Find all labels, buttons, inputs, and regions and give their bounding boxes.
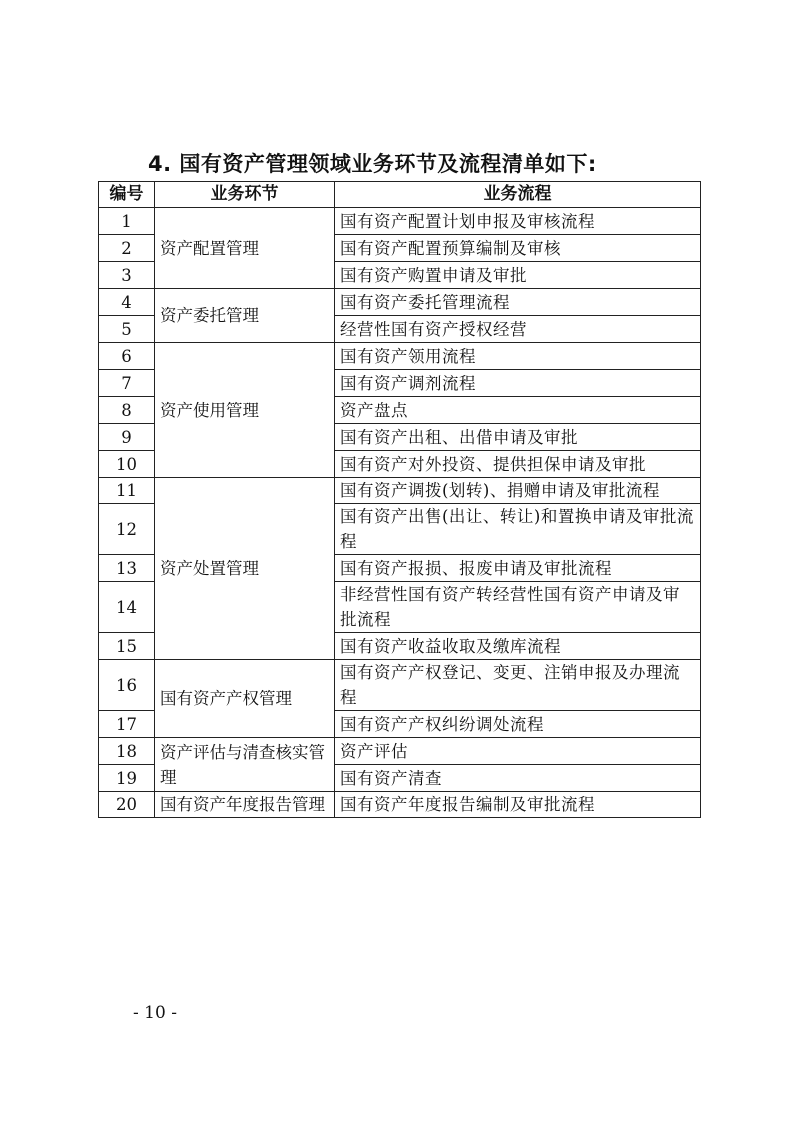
stage-cell: 国有资产年度报告管理 [155, 792, 335, 818]
page-number: - 10 - [133, 1003, 177, 1023]
flow-cell: 国有资产调剂流程 [335, 370, 701, 397]
row-number: 2 [99, 235, 155, 262]
row-number: 17 [99, 711, 155, 738]
stage-cell: 资产使用管理 [155, 343, 335, 478]
table-row [99, 792, 701, 818]
row-number: 10 [99, 451, 155, 478]
header-flow: 业务流程 [335, 182, 701, 208]
stage-cell: 资产评估与清查核实管理 [155, 738, 335, 792]
row-number: 13 [99, 555, 155, 582]
row-number: 9 [99, 424, 155, 451]
flow-cell: 国有资产出售(出让、转让)和置换申请及审批流程 [335, 504, 701, 555]
row-number: 15 [99, 633, 155, 660]
flow-cell: 国有资产配置预算编制及审核 [335, 235, 701, 262]
table-row [99, 660, 701, 711]
row-number: 19 [99, 765, 155, 792]
table-header-row [99, 182, 701, 208]
flow-cell: 国有资产年度报告编制及审批流程 [335, 792, 701, 818]
row-number: 4 [99, 289, 155, 316]
flow-cell: 资产盘点 [335, 397, 701, 424]
section-heading: 4. 国有资产管理领域业务环节及流程清单如下: [148, 152, 597, 176]
row-number: 11 [99, 478, 155, 504]
table-row [99, 208, 701, 235]
flow-cell: 国有资产配置计划申报及审核流程 [335, 208, 701, 235]
stage-cell: 国有资产产权管理 [155, 660, 335, 738]
row-number: 8 [99, 397, 155, 424]
flow-cell: 资产评估 [335, 738, 701, 765]
row-number: 12 [99, 504, 155, 555]
table-row [99, 343, 701, 370]
table-row [99, 738, 701, 765]
row-number: 1 [99, 208, 155, 235]
row-number: 6 [99, 343, 155, 370]
flow-cell: 国有资产购置申请及审批 [335, 262, 701, 289]
flow-cell: 国有资产报损、报废申请及审批流程 [335, 555, 701, 582]
stage-cell: 资产处置管理 [155, 478, 335, 660]
flow-cell: 国有资产收益收取及缴库流程 [335, 633, 701, 660]
stage-cell: 资产配置管理 [155, 208, 335, 289]
row-number: 18 [99, 738, 155, 765]
flow-cell: 国有资产产权纠纷调处流程 [335, 711, 701, 738]
flow-cell: 国有资产对外投资、提供担保申请及审批 [335, 451, 701, 478]
header-stage: 业务环节 [155, 182, 335, 208]
row-number: 14 [99, 582, 155, 633]
flow-cell: 国有资产产权登记、变更、注销申报及办理流程 [335, 660, 701, 711]
process-table [98, 181, 701, 818]
flow-cell: 经营性国有资产授权经营 [335, 316, 701, 343]
flow-cell: 国有资产出租、出借申请及审批 [335, 424, 701, 451]
flow-cell: 国有资产清查 [335, 765, 701, 792]
stage-cell: 资产委托管理 [155, 289, 335, 343]
table-row [99, 478, 701, 504]
row-number: 5 [99, 316, 155, 343]
table-row [99, 289, 701, 316]
flow-cell: 国有资产委托管理流程 [335, 289, 701, 316]
row-number: 20 [99, 792, 155, 818]
flow-cell: 国有资产领用流程 [335, 343, 701, 370]
flow-cell: 国有资产调拨(划转)、捐赠申请及审批流程 [335, 478, 701, 504]
row-number: 3 [99, 262, 155, 289]
flow-cell: 非经营性国有资产转经营性国有资产申请及审批流程 [335, 582, 701, 633]
row-number: 16 [99, 660, 155, 711]
header-number: 编号 [99, 182, 155, 208]
row-number: 7 [99, 370, 155, 397]
